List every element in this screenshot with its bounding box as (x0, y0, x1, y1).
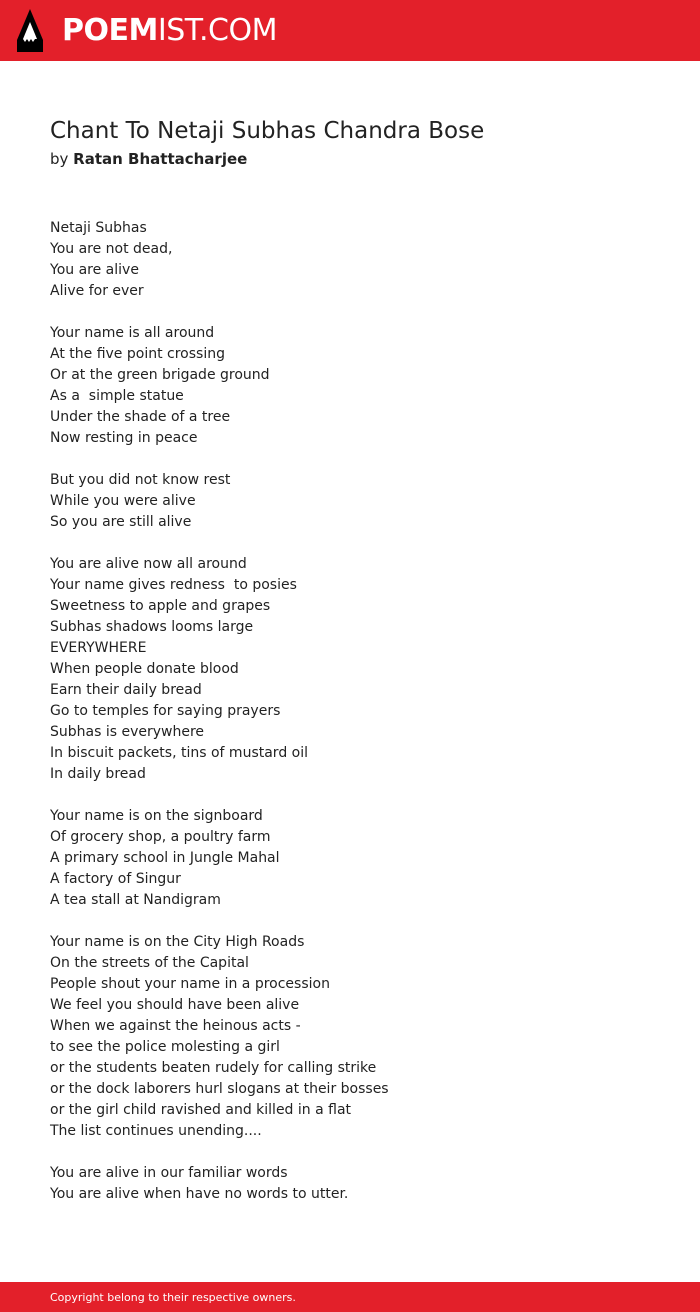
poem-title: Chant To Netaji Subhas Chandra Bose (50, 118, 485, 144)
site-header (0, 0, 700, 61)
pencil-tip-icon[interactable] (17, 9, 43, 52)
poem-body: Netaji Subhas You are not dead, You are alive Alive for ever Your name is all around At the five point crossing Or at the green brigade ground As a simple statue Under the shade of a tree Now resting in peace But you did not know rest While you were alive So you are still alive You are alive now all around Your name gives redness to posies Sweetness to apple and grapes Subhas shadows looms large EVERYWHERE When people donate blood Earn their daily bread Go to temples for saying prayers Subhas is everywhere In biscuit packets, tins of mustard oil In daily bread Your name is on the signboard Of grocery shop, a poultry farm A primary school in Jungle Mahal A factory of Singur A tea stall at Nandigram Your name is on the City High Roads On the streets of the Capital People shout your name in a procession We feel you should have been alive When we against the heinous acts - to see the police molesting a girl or the students beaten rudely for calling strike or the dock laborers hurl slogans at their bosses or the girl child ravished and killed in a flat The list continues unending.... You are alive in our familiar words You are alive when have no words to utter. (50, 220, 389, 1202)
poem-author: Ratan Bhattacharjee (73, 150, 248, 168)
site-logo[interactable] (62, 13, 277, 49)
by-prefix: by (50, 150, 74, 168)
logo-light-part: IST.COM (157, 13, 277, 48)
logo-bold-part: POEM (62, 13, 158, 48)
copyright-notice: Copyright belong to their respective owners. (50, 1291, 296, 1304)
site-footer (0, 1282, 700, 1312)
poem-byline (50, 148, 247, 170)
